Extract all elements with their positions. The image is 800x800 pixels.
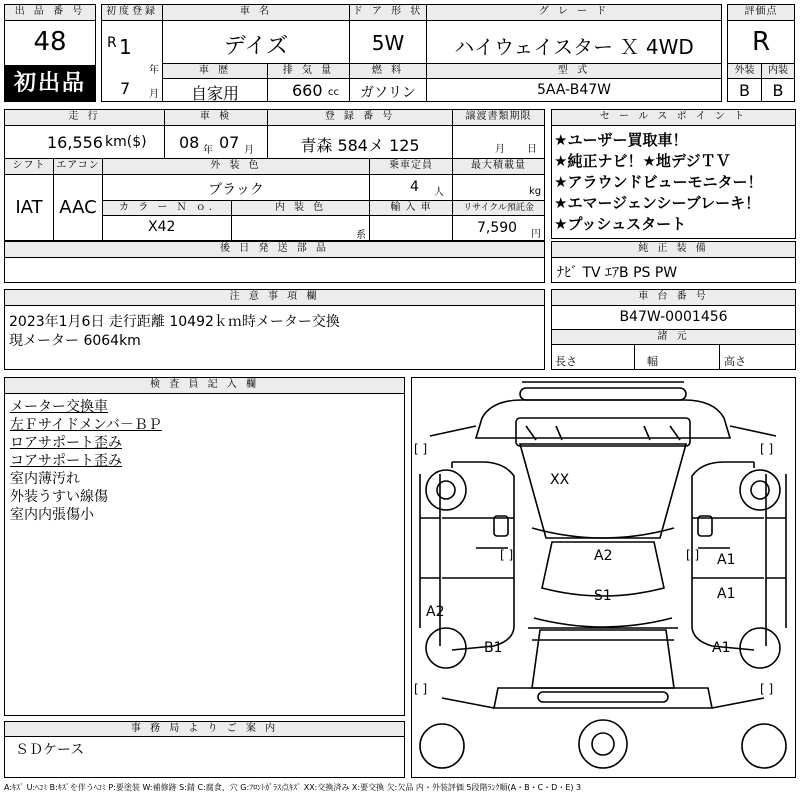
- transfer-deadline-header: 譲渡書類期限: [452, 109, 545, 126]
- fuel: ガソリン: [360, 85, 416, 101]
- damage-diagram: [411, 377, 796, 778]
- rating-header: 評価点: [727, 4, 795, 21]
- exterior-grade: B: [739, 81, 750, 100]
- inspection-month: 07: [219, 133, 240, 152]
- bracket-mark: [ ]: [500, 548, 514, 562]
- inspection-year: 08: [179, 133, 200, 152]
- lot-number-header: 出 品 番 号: [4, 4, 96, 21]
- mileage-header: 走 行: [4, 109, 165, 126]
- recycle-unit: 円: [531, 229, 541, 240]
- damage-mark-left-door: A2: [426, 604, 445, 620]
- damage-mark-right-door: A1: [717, 552, 736, 568]
- car-name: デイズ: [223, 34, 289, 59]
- first-registration-cell: [101, 20, 163, 102]
- shift-header: シフト: [4, 158, 54, 175]
- sales-points-header: セ ー ル ス ポ イ ン ト: [551, 109, 796, 126]
- sales-point: ★アラウンドビューモニター！: [554, 173, 763, 191]
- recycle-header: リサイクル預託金: [452, 200, 545, 216]
- equipment: ﾅﾋﾞ TV ｴｱB PS PW: [557, 265, 678, 281]
- fuel-header: 燃 料: [349, 63, 427, 79]
- color-no: X42: [148, 219, 176, 235]
- office-note: ＳＤケース: [15, 742, 85, 758]
- sales-point: ★純正ナビ！★地デジＴＶ: [554, 152, 731, 170]
- inspector-note: コアサポート歪み: [10, 453, 122, 469]
- notes-line: 現メーター 6064km: [9, 333, 141, 349]
- interior-grade-header: 内装: [761, 63, 795, 79]
- ac-header: エアコン: [53, 158, 103, 175]
- first-registration-year: 1: [119, 35, 132, 59]
- notes-header: 注 意 事 項 欄: [4, 289, 545, 306]
- shift-cell: [4, 174, 54, 241]
- month-unit: 月: [149, 89, 159, 100]
- mileage: 16,556: [47, 133, 103, 152]
- load-cell: [452, 174, 545, 201]
- rating-cell: [727, 20, 795, 64]
- lot-number-cell: [4, 20, 96, 66]
- bracket-mark: [ ]: [414, 442, 428, 456]
- displacement-header: 排 気 量: [267, 63, 350, 79]
- capacity-cell: [369, 174, 453, 201]
- first-listing-badge: 初出品: [4, 66, 96, 102]
- history-cell: [162, 78, 268, 102]
- damage-mark-left-rear: B1: [484, 640, 503, 656]
- car-outline: [412, 378, 795, 777]
- damage-mark-right-rear: A1: [712, 640, 731, 656]
- inspector-note: ロアサポート歪み: [10, 435, 122, 451]
- load-header: 最大積載量: [452, 158, 545, 175]
- ac-cell: [53, 174, 103, 241]
- interior-color-header: 内 装 色: [231, 200, 370, 216]
- shift: IAT: [15, 197, 43, 218]
- first-registration-header: 初度登録: [101, 4, 163, 21]
- car-name-cell: [162, 20, 350, 64]
- load-unit: kg: [529, 186, 542, 197]
- import-header: 輸 入 車: [369, 200, 453, 216]
- capacity-header: 乗車定員: [369, 158, 453, 175]
- inspector-box: [4, 393, 405, 716]
- transfer-deadline-cell: [452, 125, 545, 159]
- exterior-grade-cell: [727, 78, 762, 102]
- dimensions-header: 諸 元: [551, 329, 796, 345]
- exterior-color: ブラック: [208, 182, 264, 198]
- transfer-day-unit: 日: [527, 144, 537, 155]
- length-label: 長さ: [555, 355, 577, 368]
- interior-color-suffix: 系: [356, 230, 366, 241]
- inspector-note: 室内内張傷小: [10, 507, 94, 523]
- import-cell: [369, 215, 453, 241]
- grade-header: グ レ ー ド: [426, 4, 722, 21]
- displacement: 660: [292, 81, 323, 100]
- exterior-color-cell: [102, 174, 370, 201]
- ac: AAC: [59, 197, 97, 218]
- interior-grade-cell: [761, 78, 795, 102]
- damage-mark-center: S1: [594, 588, 612, 604]
- bracket-mark: [ ]: [760, 682, 774, 696]
- mileage-cell: [4, 125, 165, 159]
- later-parts-header: 後 日 発 送 部 品: [4, 241, 545, 258]
- damage-mark-roof: XX: [550, 472, 570, 488]
- color-no-cell: [102, 215, 232, 241]
- inspector-note: メーター交換車: [10, 399, 108, 415]
- year-unit: 年: [149, 65, 159, 76]
- width-label: 幅: [647, 355, 658, 368]
- capacity: 4: [410, 179, 419, 195]
- inspector-note: 左Ｆサイドメンバ－ＢＰ: [10, 417, 162, 433]
- height-label: 高さ: [724, 355, 746, 368]
- exterior-grade-header: 外装: [727, 63, 762, 79]
- grade: ハイウェイスター Ｘ 4WD: [454, 35, 694, 59]
- sales-points-box: [551, 125, 796, 239]
- chassis-cell: [551, 305, 796, 330]
- fuel-cell: [349, 78, 427, 102]
- bracket-mark: [ ]: [686, 548, 700, 562]
- door-type: 5W: [371, 31, 405, 55]
- first-registration-month: 7: [120, 79, 131, 98]
- plate-header: 登 録 番 号: [267, 109, 453, 126]
- inspector-note: 外装うすい線傷: [10, 489, 108, 505]
- equipment-header: 純 正 装 備: [551, 241, 796, 258]
- equipment-cell: [551, 257, 796, 283]
- plate-cell: [267, 125, 453, 159]
- plate-number: 青森 584メ 125: [300, 136, 420, 155]
- car-name-header: 車 名: [162, 4, 350, 21]
- sales-point: ★ユーザー買取車！: [554, 131, 688, 149]
- inspection-header: 車 検: [164, 109, 268, 126]
- recycle-cell: [452, 215, 545, 241]
- later-parts-cell: [4, 257, 545, 283]
- model-type: 5AA-B47W: [537, 82, 611, 98]
- history: 自家用: [190, 84, 239, 102]
- length-cell: [551, 344, 635, 370]
- damage-mark-center-top: A2: [594, 548, 613, 564]
- recycle-fee: 7,590: [477, 220, 518, 236]
- mileage-unit: km($): [105, 134, 147, 150]
- inspection-cell: [164, 125, 268, 159]
- notes-line: 2023年1月6日 走行距離 10492ｋｍ時メーター交換: [9, 314, 340, 330]
- displacement-cell: [267, 78, 350, 102]
- notes-box: [4, 305, 545, 370]
- inspection-year-unit: 年: [203, 145, 213, 156]
- damage-mark-right-rear-door: A1: [717, 586, 736, 602]
- model-type-header: 型 式: [426, 63, 722, 79]
- interior-grade: B: [772, 81, 784, 100]
- door-header: ド ア 形 状: [349, 4, 427, 21]
- chassis-number: B47W-0001456: [619, 309, 728, 325]
- bracket-mark: [ ]: [414, 682, 428, 696]
- first-registration-era: R: [107, 35, 117, 51]
- sales-point: ★プッシュスタート: [554, 215, 687, 233]
- legend: A:ｷｽﾞ U:ﾍｺﾐ B:ｷｽﾞを伴うﾍｺﾐ P:要塗装 W:補修跡 S:錆 C:腐食、穴 G:ﾌﾛﾝﾄｶﾞﾗｽ点ｷｽﾞ XX:交換済み X:要交換 欠:欠品 内・外装評価 5段階ﾗﾝｸ順(A・B・C・D・E) 3: [4, 783, 582, 792]
- transfer-month-unit: 月: [495, 144, 505, 155]
- history-header: 車 歴: [162, 63, 268, 79]
- rating: R: [751, 27, 771, 57]
- inspection-month-unit: 月: [244, 145, 254, 156]
- width-cell: [634, 344, 720, 370]
- bracket-mark: [ ]: [760, 442, 774, 456]
- office-box: [4, 736, 405, 778]
- exterior-color-header: 外 装 色: [102, 158, 370, 175]
- color-no-header: カ ラ ー Ｎ ｏ.: [102, 200, 232, 216]
- displacement-unit: cc: [328, 87, 339, 98]
- lot-number: 48: [33, 27, 67, 57]
- grade-cell: [426, 20, 722, 64]
- height-cell: [719, 344, 796, 370]
- door-cell: [349, 20, 427, 64]
- office-header: 事 務 局 よ り ご 案 内: [4, 721, 405, 737]
- inspector-note: 室内薄汚れ: [10, 471, 80, 487]
- model-type-cell: [426, 78, 722, 102]
- capacity-unit: 人: [434, 187, 444, 198]
- inspector-header: 検 査 員 記 入 欄: [4, 377, 405, 394]
- chassis-header: 車 台 番 号: [551, 289, 796, 306]
- interior-color-cell: [231, 215, 370, 241]
- sales-point: ★エマージェンシーブレーキ！: [554, 194, 761, 212]
